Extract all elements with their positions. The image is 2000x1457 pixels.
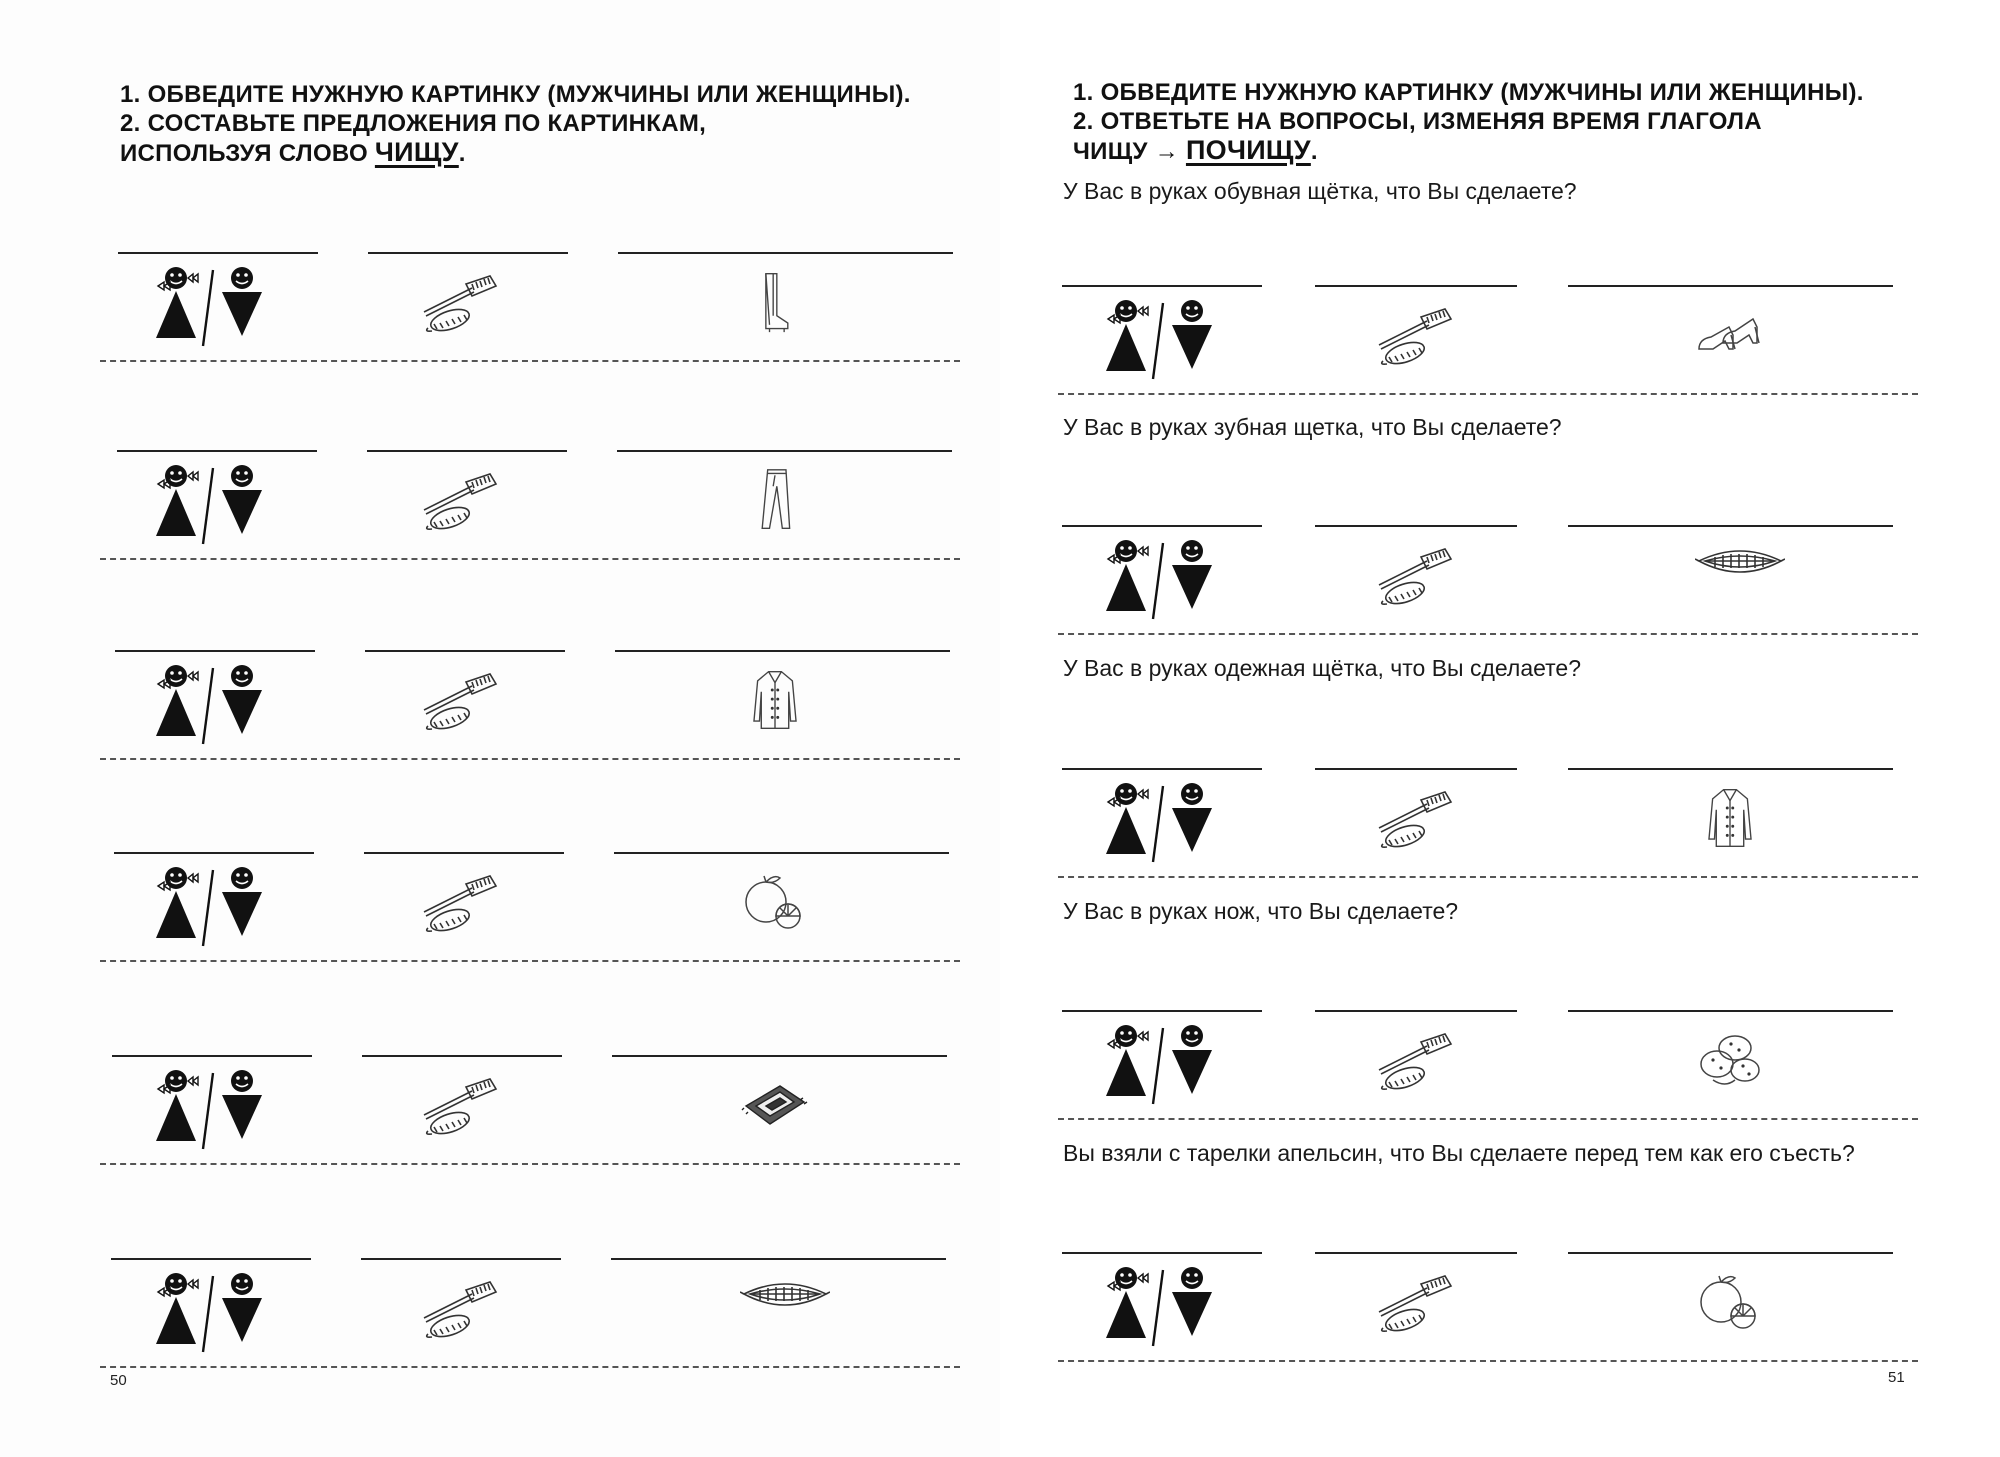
question-text: У Вас в руках зубная щетка, что Вы сделаете? [1063,414,1562,440]
brush-icon[interactable] [420,1280,500,1340]
answer-line[interactable] [1062,285,1262,287]
keyword: ЧИЩУ [374,137,459,167]
coat-icon[interactable] [1695,786,1765,850]
dashed-separator [1058,1118,1918,1120]
answer-line[interactable] [367,450,567,452]
answer-line[interactable] [1568,1252,1893,1254]
brush-icon[interactable] [420,672,500,732]
teeth-icon[interactable] [1695,543,1785,583]
man-woman-icon[interactable] [1100,297,1220,387]
answer-line[interactable] [1062,768,1262,770]
dashed-separator [100,1366,960,1368]
answer-line[interactable] [115,650,315,652]
instruction-line-1: 1. ОБВЕДИТЕ НУЖНУЮ КАРТИНКУ (МУЖЧИНЫ ИЛИ ЖЕНЩИНЫ). [120,81,911,108]
answer-line[interactable] [117,450,317,452]
instruction-line-3 [1073,136,1864,166]
question-text: У Вас в руках обувная щётка, что Вы сделаете? [1063,178,1577,204]
man-woman-icon[interactable] [150,1067,270,1157]
page-number: 50 [110,1372,127,1389]
instruction-line-2: 2. ОТВЕТЬТЕ НА ВОПРОСЫ, ИЗМЕНЯЯ ВРЕМЯ ГЛАГОЛА [1073,108,1762,135]
question-text: У Вас в руках одежная щётка, что Вы сделаете? [1063,655,1582,681]
dashed-separator [1058,633,1918,635]
answer-line[interactable] [114,852,314,854]
answer-line[interactable] [615,650,950,652]
dashed-separator [100,360,960,362]
instruction-line-2: 2. СОСТАВЬТЕ ПРЕДЛОЖЕНИЯ ПО КАРТИНКАМ, [120,110,707,137]
answer-line[interactable] [1315,525,1517,527]
answer-line[interactable] [362,1055,562,1057]
answer-line[interactable] [112,1055,312,1057]
instruction-line-3-text: ЧИЩУ → [1073,138,1179,165]
dashed-separator [100,960,960,962]
instruction-line-3-end: . [458,140,466,167]
answer-line[interactable] [1062,1252,1262,1254]
man-woman-icon[interactable] [150,662,270,752]
instruction-line-3 [120,138,911,168]
answer-line[interactable] [612,1055,947,1057]
answer-line[interactable] [618,252,953,254]
keyword: ПОЧИЩУ [1185,135,1311,165]
answer-line[interactable] [611,1258,946,1260]
brush-icon[interactable] [420,472,500,532]
man-woman-icon[interactable] [150,864,270,954]
left-instructions [120,80,911,168]
answer-line[interactable] [1315,285,1517,287]
shoes-icon[interactable] [1695,303,1765,367]
man-woman-icon[interactable] [1100,780,1220,870]
teeth-icon[interactable] [740,1276,830,1316]
man-woman-icon[interactable] [150,462,270,552]
brush-icon[interactable] [1375,307,1455,367]
answer-line[interactable] [1315,1252,1517,1254]
dashed-separator [1058,393,1918,395]
orange-icon[interactable] [1695,1270,1765,1334]
answer-line[interactable] [617,450,952,452]
brush-icon[interactable] [420,1077,500,1137]
dashed-separator [100,558,960,560]
answer-line[interactable] [118,252,318,254]
page-number: 51 [1888,1369,1905,1386]
orange-icon[interactable] [740,870,810,934]
instruction-line-3-end: . [1310,138,1318,165]
brush-icon[interactable] [1375,790,1455,850]
answer-line[interactable] [1568,1010,1893,1012]
answer-line[interactable] [365,650,565,652]
brush-icon[interactable] [1375,1032,1455,1092]
man-woman-icon[interactable] [1100,1264,1220,1354]
brush-icon[interactable] [420,874,500,934]
dashed-separator [1058,1360,1918,1362]
answer-line[interactable] [1568,768,1893,770]
instruction-line-3-text: ИСПОЛЬЗУЯ СЛОВО [120,140,368,167]
man-woman-icon[interactable] [1100,1022,1220,1112]
dashed-separator [100,1163,960,1165]
instruction-line-1: 1. ОБВЕДИТЕ НУЖНУЮ КАРТИНКУ (МУЖЧИНЫ ИЛИ ЖЕНЩИНЫ). [1073,79,1864,106]
answer-line[interactable] [1062,525,1262,527]
answer-line[interactable] [1568,525,1893,527]
answer-line[interactable] [364,852,564,854]
answer-line[interactable] [361,1258,561,1260]
answer-line[interactable] [1315,768,1517,770]
answer-line[interactable] [614,852,949,854]
dashed-separator [100,758,960,760]
boot-icon[interactable] [740,270,810,334]
brush-icon[interactable] [1375,547,1455,607]
carpet-icon[interactable] [740,1073,810,1137]
question-text: Вы взяли с тарелки апельсин, что Вы сделаете перед тем как его съесть? [1063,1140,1855,1166]
right-page [1000,0,2000,1457]
answer-line[interactable] [1315,1010,1517,1012]
coat-icon[interactable] [740,668,810,732]
answer-line[interactable] [1568,285,1893,287]
potatoes-icon[interactable] [1695,1028,1765,1092]
man-woman-icon[interactable] [150,1270,270,1360]
question-text: У Вас в руках нож, что Вы сделаете? [1063,898,1459,924]
man-woman-icon[interactable] [150,264,270,354]
right-instructions [1073,78,1864,166]
brush-icon[interactable] [420,274,500,334]
answer-line[interactable] [368,252,568,254]
trousers-icon[interactable] [740,468,810,532]
man-woman-icon[interactable] [1100,537,1220,627]
answer-line[interactable] [111,1258,311,1260]
dashed-separator [1058,876,1918,878]
brush-icon[interactable] [1375,1274,1455,1334]
answer-line[interactable] [1062,1010,1262,1012]
